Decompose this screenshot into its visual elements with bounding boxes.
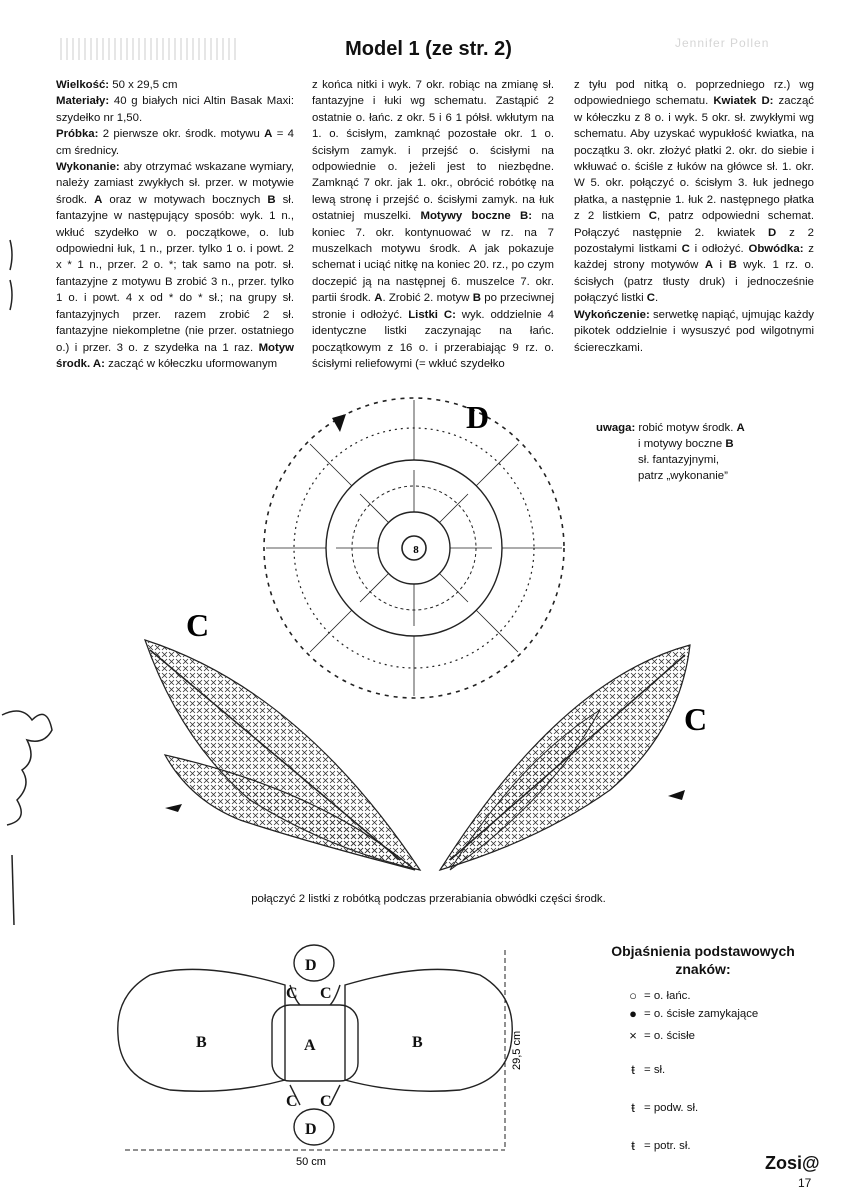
height-dimension: 29,5 cm [511, 1030, 523, 1070]
col3-text-1: z tyłu pod nitką o. poprzedniego rz.) wg odpowiedniego schematu. [574, 79, 814, 108]
label-c-right: C [684, 701, 708, 737]
arrow-marker [332, 414, 346, 432]
layout-label-b-left: B [196, 1034, 207, 1051]
col2-text-4: po przeciwnej stronie i odłożyć. [312, 292, 554, 321]
note-label: uwaga: [596, 422, 636, 434]
chain-icon: ○ [629, 988, 637, 1003]
slip-stitch-icon: ● [629, 1006, 637, 1021]
note-line-4: patrz „wykonanie” [638, 470, 728, 482]
layout-label-c4: C [320, 1093, 332, 1110]
diagram-caption: połączyć 2 listki z robótką podczas przerabiania obwódki części środk. [251, 893, 606, 905]
col3-text-3: , patrz odpowiedni schemat. Połączyć następnie 2. kwiatek [574, 210, 814, 239]
col2-text-3: . Zrobić 2. motyw [382, 292, 473, 305]
instructions-2: oraz w motywach bocznych [102, 193, 268, 206]
legend-text: = podw. sł. [644, 1101, 699, 1114]
legend-item [622, 1100, 698, 1115]
layout-label-c3: C [286, 1093, 298, 1110]
ref-b: B [472, 292, 481, 305]
treble-crochet-icon: ŧ [631, 1100, 635, 1115]
col3-text-7: i [713, 259, 729, 272]
legend-title-line-1: Objaśnienia podstawowych [611, 943, 795, 959]
layout-label-a: A [304, 1037, 316, 1054]
leaf-left [145, 640, 420, 870]
signature: Zosi@ [765, 1153, 820, 1173]
ref-b: B [728, 259, 737, 272]
col3-text-5: i odłożyć. [689, 243, 749, 256]
value-gauge: 2 pierwsze okr. środk. motywu [98, 128, 265, 141]
page-number: 17 [798, 1176, 812, 1190]
single-crochet-icon: × [629, 1028, 637, 1043]
header-right-faded: Jennifer Pollen [675, 36, 770, 50]
col3-text-6: z każdej strony motywów [574, 243, 814, 272]
arrow-marker [165, 804, 182, 812]
label-center-motif: Motyw środk. A: [56, 341, 294, 370]
layout-label-b-right: B [412, 1034, 423, 1051]
label-materials: Materiały: [56, 95, 110, 108]
note-block [596, 420, 796, 484]
leaf-right [440, 645, 690, 870]
layout-label-d-top: D [305, 957, 317, 974]
margin-marks [2, 240, 52, 925]
label-finishing: Wykończenie: [574, 308, 650, 321]
ref-a: A [736, 422, 745, 434]
col3-text-8: wyk. 1 rz. o. ścisłych (patrz tłusty druk) i jednocześnie połączyć listki [574, 259, 814, 305]
legend-item [622, 988, 691, 1003]
legend-title-line-2: znaków: [675, 961, 731, 977]
width-dimension: 50 cm [296, 1156, 326, 1168]
legend-item [622, 1062, 665, 1077]
label-side-motifs: Motywy boczne B: [420, 210, 533, 223]
ref-a: A [704, 259, 714, 272]
col2-text-5: wyk. oddzielnie 4 identyczne listki zaczynając na łańc. początkowym z 16 o. i przerabiając 9 rz. o. ścisłymi reliefowymi (= wkłuć szydełko [312, 308, 554, 370]
note-line-3: sł. fantazyjnymi, [638, 454, 720, 466]
triple-treble-icon: ŧ [631, 1138, 635, 1153]
page-title: Model 1 (ze str. 2) [345, 38, 512, 60]
ref-a: A [264, 128, 273, 141]
legend-item [622, 1006, 758, 1021]
instructions-3: sł. fantazyjne w następujący sposób: wyk. 1 n., wkłuć szydełko w o. początkowe, o. lub odpowiedni łuk, 1 n., przer. tylko 1 o. i powt. 2 x * 1 n., przer. 2 o. *; tak samo na potr. sł. fantazyjne z motywu B zrobić 3 n., przer. tylko 1 o. i powt. 4 x od * do * sł.; na grupy sł. fantazyjnych przer. razem zrobić 2 sł. fantazyjne niekompletne (nie przer. ostatniego o.) i przer. 3 o. z szydełka na 1 raz. [56, 193, 294, 354]
ref-a: A [94, 193, 103, 206]
double-crochet-icon: ŧ [631, 1062, 635, 1077]
legend-item [622, 1028, 695, 1043]
value-size: 50 x 29,5 cm [109, 79, 178, 91]
ref-b: B [267, 193, 276, 206]
label-instructions: Wykonanie: [56, 161, 120, 174]
label-size: Wielkość: [56, 79, 110, 91]
legend-text: = o. łańc. [644, 989, 691, 1002]
note-line-1: robić motyw środk. [635, 422, 737, 434]
center-ring-count: 8 [413, 544, 419, 556]
instructions-1: aby otrzymać wskazane wymiary, należy zamiast zwykłych sł. przer. w motywie środk. [56, 161, 294, 206]
col3-text-4: z 2 pozostałymi listkami [574, 226, 814, 256]
ref-c: C [681, 243, 690, 256]
layout-label-c2: C [320, 985, 332, 1002]
label-c-left: C [186, 607, 210, 643]
legend-text: = o. ścisłe [644, 1029, 695, 1042]
legend-text: = o. ścisłe zamykające [644, 1007, 759, 1020]
label-flower: Kwiatek D: [713, 95, 774, 108]
col3-text-9: . [655, 292, 659, 305]
label-edging: Obwódka: [748, 243, 804, 256]
label-leaves: Listki C: [408, 308, 456, 321]
ref-c: C [648, 210, 657, 223]
note-line-2: i motywy boczne [638, 438, 726, 450]
value-materials: 40 g białych nici Altin Basak Maxi: szydełko nr 1,50. [56, 95, 294, 124]
col3-text-10: serwetkę napiąć, ujmując każdy pikotek oddzielnie i wysuszyć pod wilgotnymi ściereczkami. [574, 308, 814, 354]
layout-label-c1: C [286, 985, 298, 1002]
center-motif-text: zacząć w kółeczku uformowanym [104, 357, 278, 370]
label-gauge: Próbka: [56, 128, 99, 141]
arrow-marker [668, 790, 685, 800]
legend-item [622, 1138, 691, 1153]
ref-b: B [725, 438, 734, 450]
ref-d: D [767, 226, 777, 239]
ref-a: A [374, 292, 383, 305]
col2-text-2: na koniec 7. okr. kontynuować w rz. na 7 muszelkach motywu środk. A jak pokazuje schemat i uciąć nitkę na koniec 20. rz., po czym doczepić ją na następnej 6. muszelce 7. okr. partii środk. [312, 210, 554, 305]
layout-label-d-bottom: D [305, 1121, 317, 1138]
legend-title [588, 942, 818, 978]
ref-c: C [646, 292, 656, 305]
value-gauge-2: = 4 cm średnicy. [56, 128, 294, 157]
legend-text: = sł. [644, 1063, 666, 1076]
legend-text: = potr. sł. [644, 1139, 691, 1152]
label-d: D [466, 399, 490, 435]
col2-text-1: z końca nitki i wyk. 7 okr. robiąc na zmianę sł. fantazyjne i łuki wg schematu. Zastąpić 2 ostatnie o. łańc. z okr. 5 i 6 1 półsł. wkłutym na 1. o. ścisłym, zamknąć pozostałe okr. 1 o. ścisłym zamyk. i przejść o. ścisłymi na odpowiednie o. jeżeli jest to niezbędne. Zamknąć 7 okr. jak 1. okr., obrócić robótkę na lewą stronę i przejść o. ścisłymi zamyk. na łuk ostatniej muszelki. [312, 79, 554, 223]
col3-text-2: zacząć w kółeczku z 8 o. i wyk. 5 okr. sł. zwykłymi wg schematu. Aby uzyskać wypukłość kwiatka, na początku 3. okr. złożyć płatki 2. okr. do siebie i wkłuwać o. ściśle z łuków na główce sł. 1. okr. W 5. okr. połączyć o. ścisłym 3. łuk jednego płatka, a następnie 1. łuk 2. następnego płatka z 2 listkiem [574, 95, 814, 223]
